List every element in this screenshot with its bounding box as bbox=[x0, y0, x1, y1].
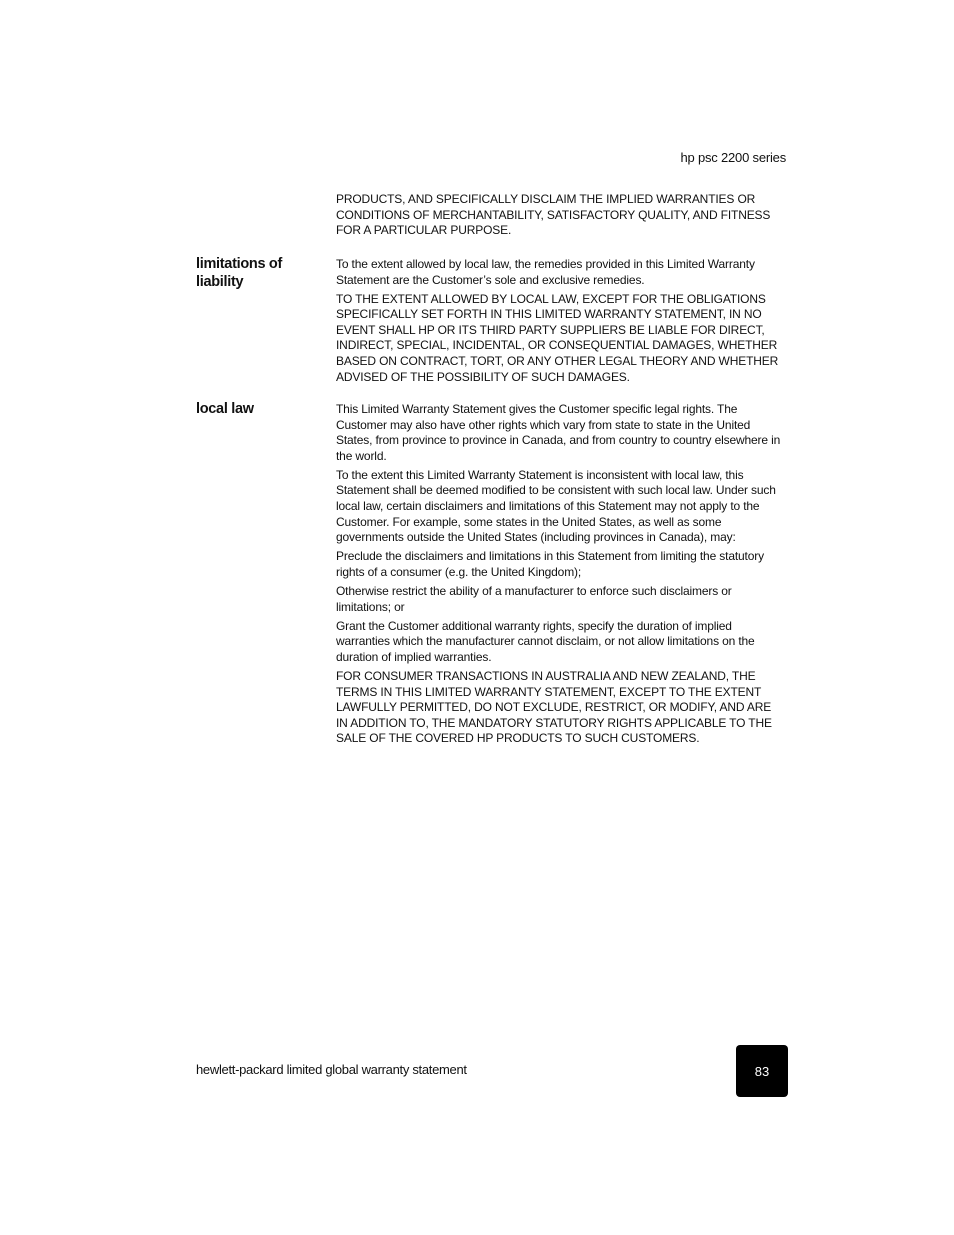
paragraph: Otherwise restrict the ability of a manufacturer to enforce such disclaimers or limitations; or bbox=[336, 584, 732, 614]
paragraph: To the extent this Limited Warranty Statement is inconsistent with local law, this Statement shall be deemed modified to be consistent with such local law. Under such local law, certain disclaimers and limitations of this Statement may not apply to the Customer. For example, some states in the United States, as well as some governments outside the United States (including provinces in Canada), may: bbox=[336, 467, 776, 545]
running-header: hp psc 2200 series bbox=[680, 150, 786, 165]
footer-title: hewlett-packard limited global warranty statement bbox=[196, 1062, 467, 1077]
paragraph: TO THE EXTENT ALLOWED BY LOCAL LAW, EXCEPT FOR THE OBLIGATIONS SPECIFICALLY SET FORTH IN THIS LIMITED WARRANTY STATEMENT, IN NO EVENT SHALL HP OR ITS THIRD PARTY SUPPLIERS BE LIABLE FOR DIRECT, INDIRECT, SPECIAL, INCIDENTAL, OR CONSEQUENTIAL DAMAGES, WHETHER BASED ON CONTRACT, TORT, OR ANY OTHER LEGAL THEORY AND WHETHER ADVISED OF THE POSSIBILITY OF SUCH DAMAGES. bbox=[336, 291, 779, 384]
intro-text bbox=[336, 192, 786, 242]
page-number: 83 bbox=[754, 1063, 770, 1079]
paragraph: Grant the Customer additional warranty rights, specify the duration of implied warranties which the manufacturer cannot disclaim, or not allow limitations on the duration of implied warranties. bbox=[336, 618, 755, 664]
paragraph: PRODUCTS, AND SPECIFICALLY DISCLAIM THE IMPLIED WARRANTIES OR CONDITIONS OF MERCHANTABILITY, SATISFACTORY QUALITY, AND FITNESS FOR A PARTICULAR PURPOSE. bbox=[336, 192, 771, 238]
paragraph: To the extent allowed by local law, the remedies provided in this Limited Warranty Statement are the Customer’s sole and exclusive remedies. bbox=[336, 257, 755, 287]
section-heading-limitations: limitations of liability bbox=[196, 256, 283, 290]
section-body-limitations bbox=[336, 257, 786, 389]
section-heading-local-law: local law bbox=[196, 401, 254, 417]
paragraph: FOR CONSUMER TRANSACTIONS IN AUSTRALIA AND NEW ZEALAND, THE TERMS IN THIS LIMITED WARRANTY STATEMENT, EXCEPT TO THE EXTENT LAWFULLY PERMITTED, DO NOT EXCLUDE, RESTRICT, OR MODIFY, AND ARE IN ADDITION TO, THE MANDATORY STATUTORY RIGHTS APPLICABLE TO THE SALE OF THE COVERED HP PRODUCTS TO SUCH CUSTOMERS. bbox=[336, 669, 772, 746]
page-number-badge bbox=[736, 1045, 788, 1097]
paragraph: Preclude the disclaimers and limitations in this Statement from limiting the statutory rights of a consumer (e.g. the United Kingdom); bbox=[336, 549, 764, 579]
section-body-local-law bbox=[336, 402, 786, 750]
paragraph: This Limited Warranty Statement gives the Customer specific legal rights. The Customer may also have other rights which vary from state to state in the United States, from province to province in Canada, and from country to country elsewhere in the world. bbox=[336, 402, 781, 463]
